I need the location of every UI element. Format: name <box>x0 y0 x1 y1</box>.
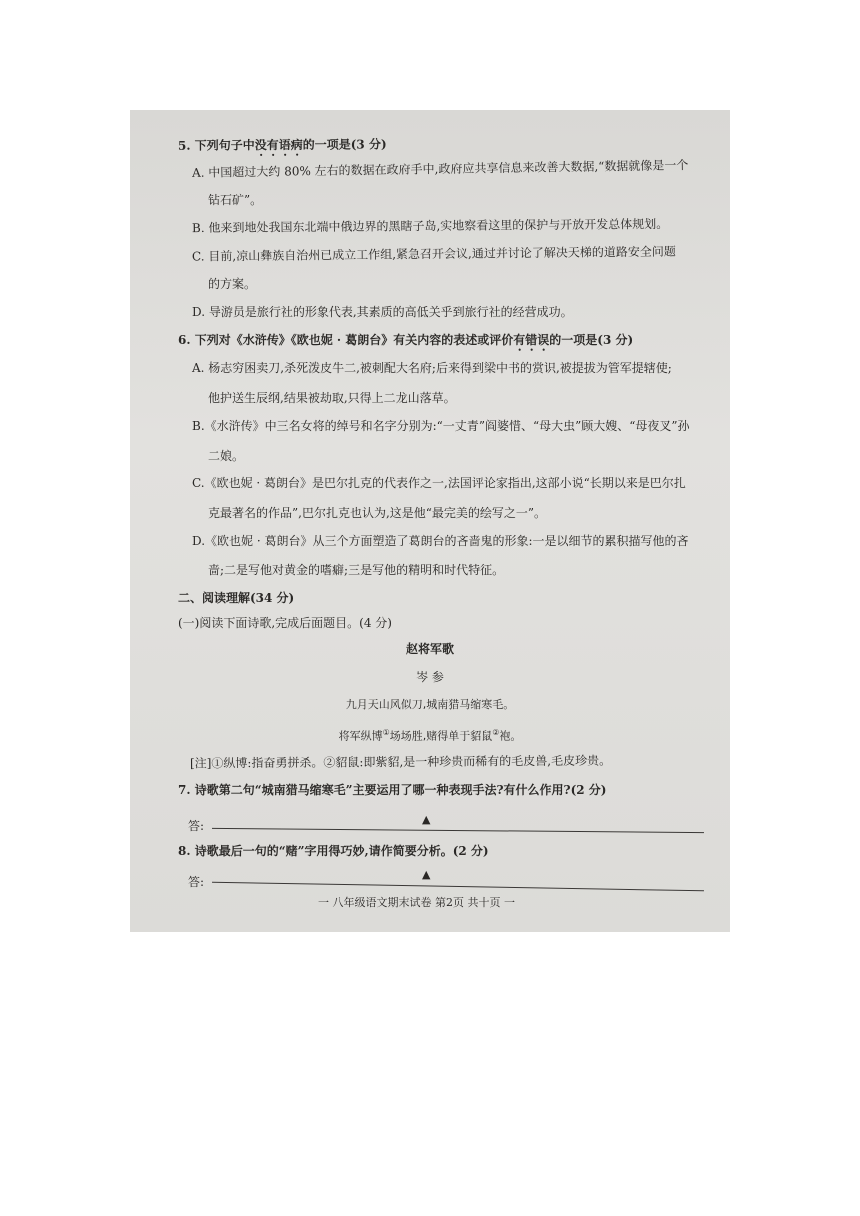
exam-page-photo <box>130 110 730 932</box>
note-marker-2: ② <box>492 728 500 737</box>
q8-answer-marker: ▲ <box>422 868 431 881</box>
section-2-heading: 二、阅读理解(34 分) <box>178 591 295 605</box>
poem-line-2-part-a: 将军纵博 <box>338 729 383 743</box>
q5-option-b: B. 他来到地处我国东北端中俄边界的黑瞎子岛,实地察看这里的保护与开放开发总体规划。 <box>191 216 669 236</box>
question-7: 7. 诗歌第二句“城南猎马缩寒毛”主要运用了哪一种表现手法?有什么作用?(2 分) <box>178 783 607 797</box>
poem-title: 赵将军歌 <box>405 642 454 656</box>
q6-option-c: C.《欧也妮 · 葛朗台》是巴尔扎克的代表作之一,法国评论家指出,这部小说“长期以来是巴尔扎 <box>192 476 686 490</box>
poem-line-2-part-c: 袍。 <box>499 729 522 743</box>
question-6-stem <box>178 333 633 354</box>
question-5-stem <box>178 137 387 159</box>
q5-emphasis-text: 没有语病 <box>254 137 303 153</box>
question-8: 8. 诗歌最后一句的“赌”字用得巧妙,请作简要分析。(2 分) <box>178 844 489 858</box>
q6-stem-text: 6. 下列对《水浒传》《欧也妮 · 葛朗台》有关内容的表述或评价 <box>178 333 514 347</box>
q5-option-c-cont: 的方案。 <box>208 277 257 291</box>
q5-stem-text: 5. 下列句子中 <box>177 138 255 153</box>
q6-stem-suffix: 的一项是(3 分) <box>549 333 634 347</box>
q8-answer-label: 答: <box>188 875 205 889</box>
q6-option-d: D.《欧也妮 · 葛朗台》从三个方面塑造了葛朗台的吝啬鬼的形象:一是以细节的累积描写他的吝 <box>192 534 689 548</box>
q6-option-b: B.《水浒传》中三名女将的绰号和名字分别为:“一丈青”阎婆惜、“母大虫”顾大嫂、“母夜叉”孙 <box>192 419 690 433</box>
q7-answer-label: 答: <box>188 819 205 833</box>
q5-option-a: A. 中国超过大约 80% 左右的数据在政府手中,政府应共享信息来改善大数据,“数据就像是一个 <box>191 158 689 180</box>
q6-emphasis-text: 有错误 <box>513 333 550 347</box>
note-marker-1: ① <box>382 728 390 737</box>
subsection-1-heading: (一)阅读下面诗歌,完成后面题目。(4 分) <box>178 616 392 630</box>
q6-option-c-cont: 克最著名的作品”,巴尔扎克也认为,这是他“最完美的绘写之一”。 <box>208 506 547 520</box>
q5-option-d: D. 导游员是旅行社的形象代表,其素质的高低关乎到旅行社的经营成功。 <box>192 305 573 319</box>
poem-line-2-part-b: 场场胜,赌得单于貂鼠 <box>389 729 493 743</box>
page-footer: 一 八年级语文期末试卷 第2页 共十页 一 <box>318 896 515 909</box>
poem-author: 岑 参 <box>416 670 444 684</box>
poem-note: [注]①纵博:指奋勇拼杀。②貂鼠:即紫貂,是一种珍贵而稀有的毛皮兽,毛皮珍贵。 <box>189 753 612 771</box>
q5-stem-suffix: 的一项是(3 分) <box>302 137 387 152</box>
q5-option-c: C. 目前,凉山彝族自治州已成立工作组,紧急召开会议,通过并讨论了解决天梯的道路安全问题 <box>191 244 676 264</box>
q6-option-b-cont: 二娘。 <box>208 449 245 463</box>
q7-answer-marker: ▲ <box>422 813 431 826</box>
poem-line-1: 九月天山风似刀,城南猎马缩寒毛。 <box>345 698 515 711</box>
q6-option-a-cont: 他护送生辰纲,结果被劫取,只得上二龙山落草。 <box>208 391 456 405</box>
q6-option-d-cont: 啬;二是写他对黄金的嗜癖;三是写他的精明和时代特征。 <box>208 563 505 577</box>
poem-line-2 <box>130 726 730 744</box>
q7-answer-line[interactable] <box>212 828 704 833</box>
q8-answer-line[interactable] <box>212 882 704 892</box>
q6-option-a: A. 杨志穷困卖刀,杀死泼皮牛二,被刺配大名府;后来得到梁中书的赏识,被提拔为管军提辖使; <box>192 361 672 375</box>
q5-option-a-cont: 钻石矿”。 <box>208 193 263 207</box>
